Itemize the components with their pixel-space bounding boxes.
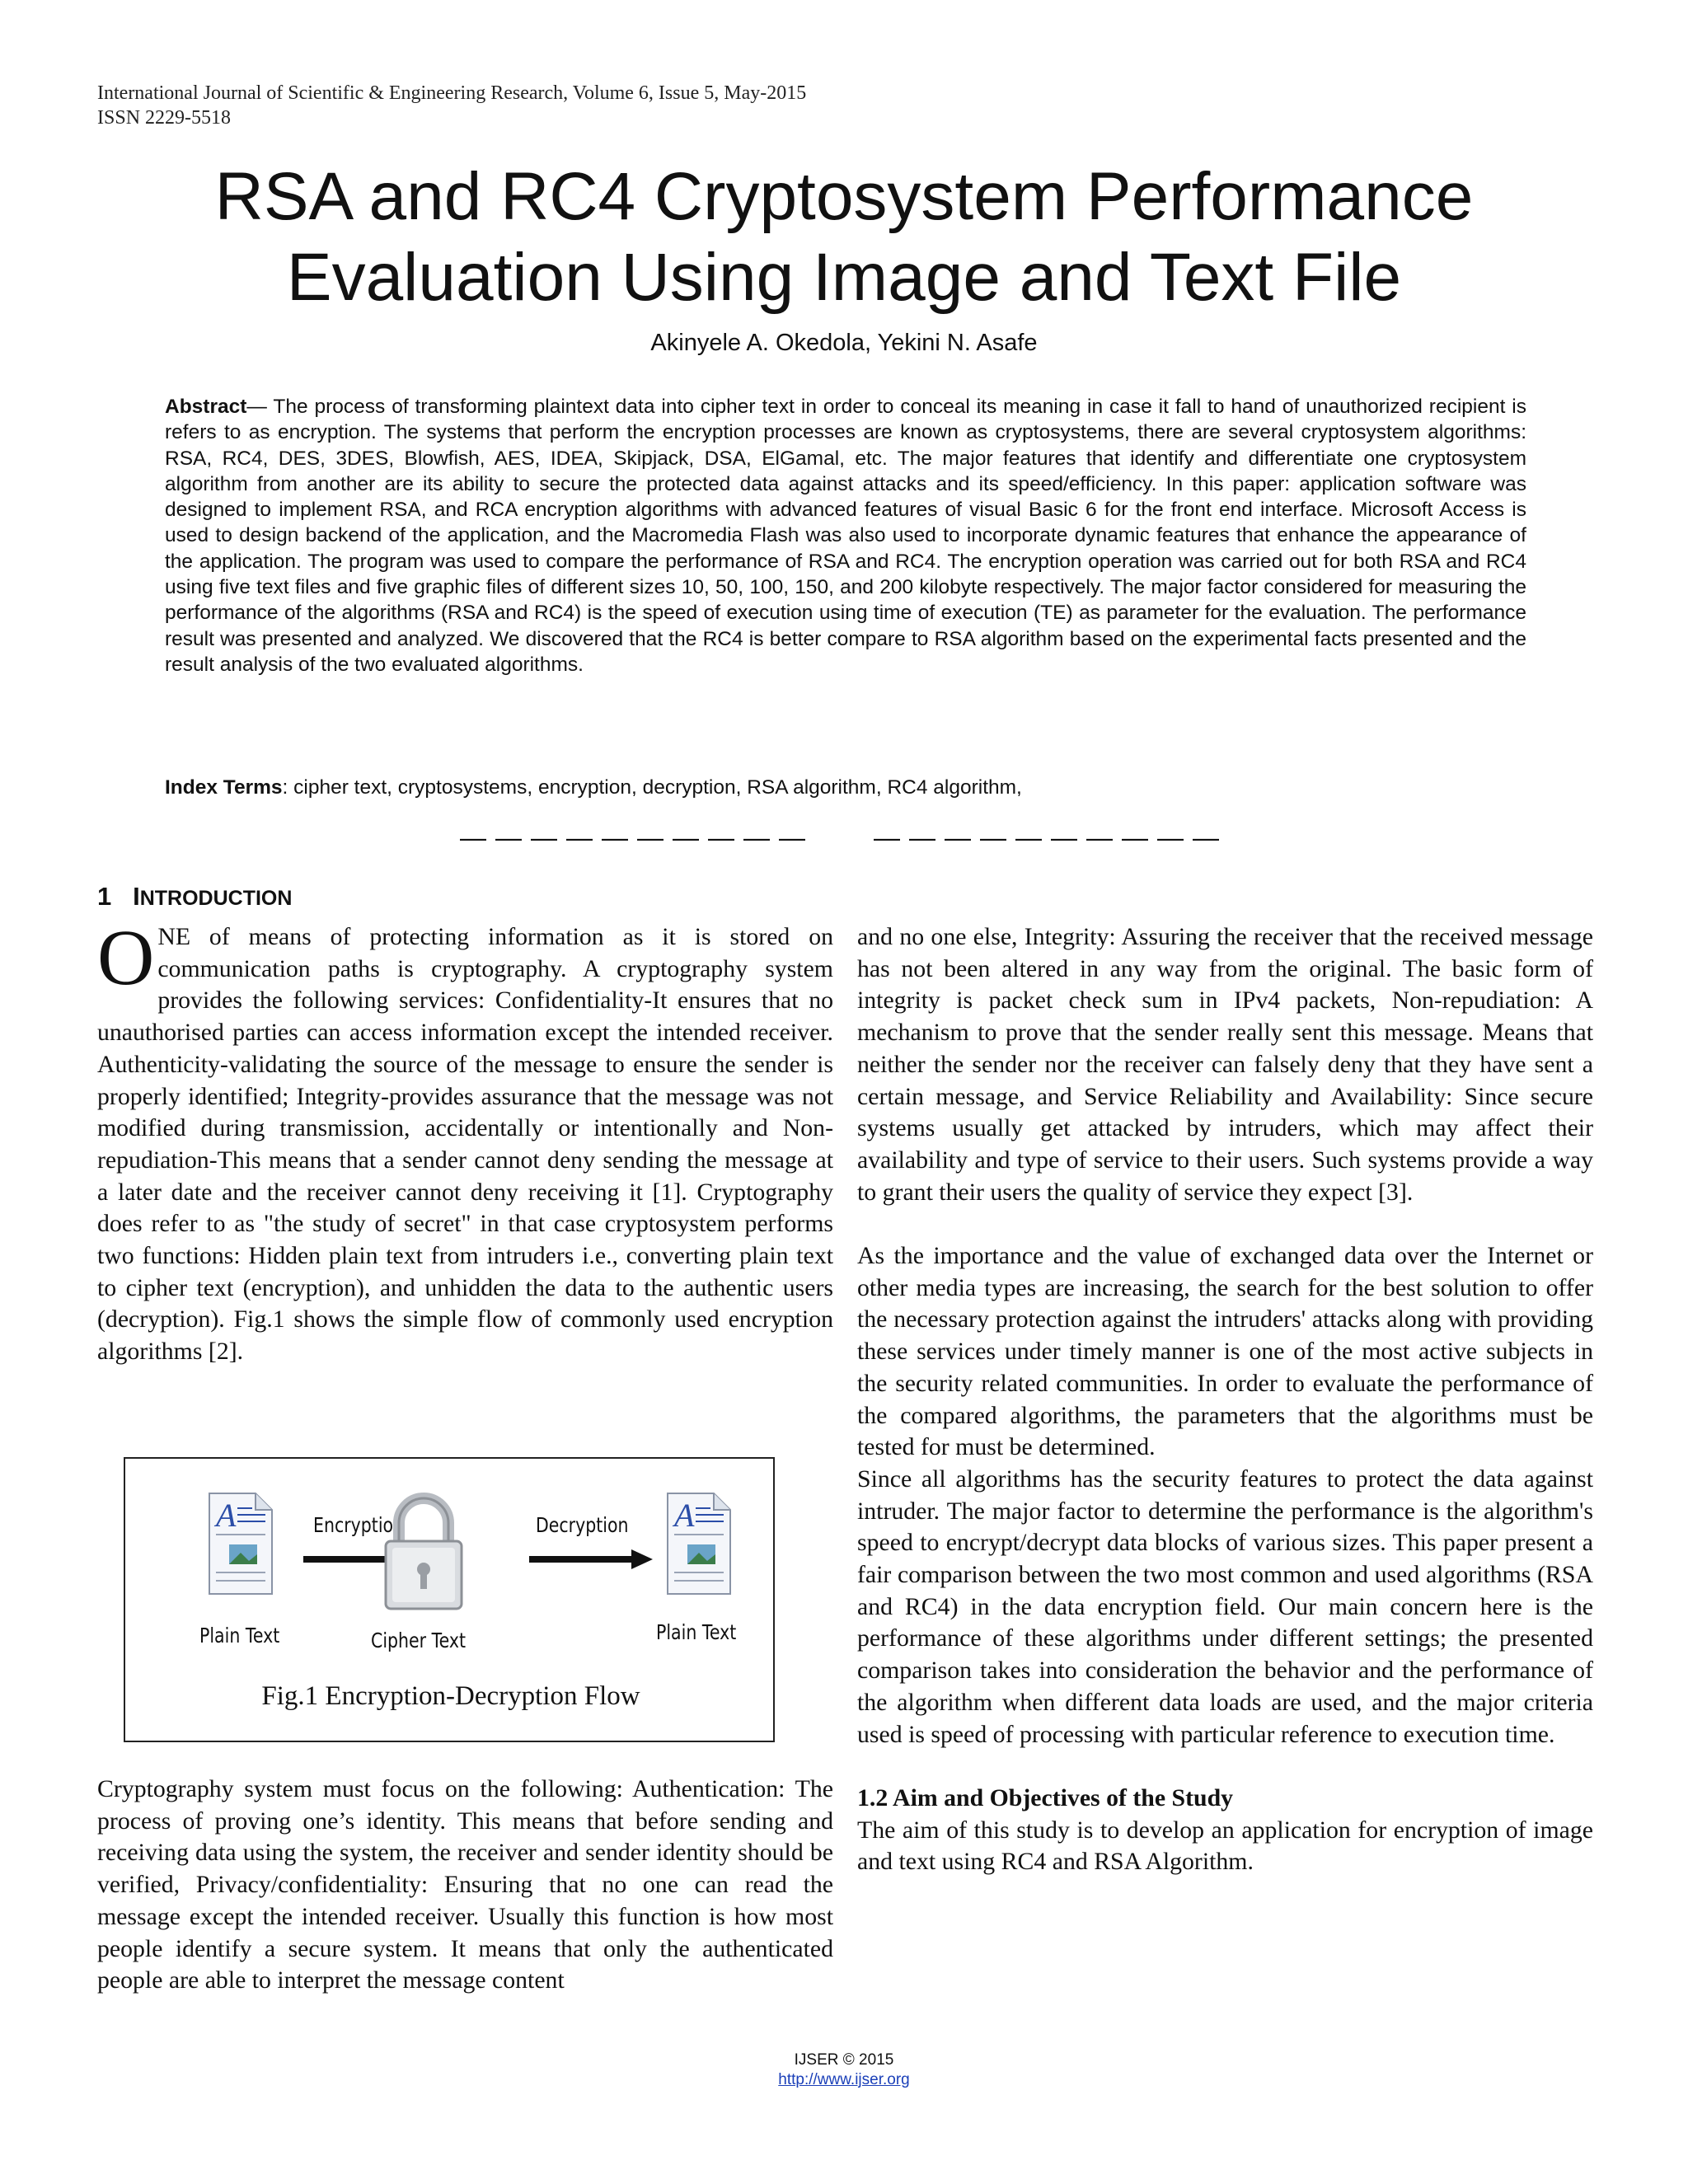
section-heading-introduction	[97, 880, 839, 915]
footer-link[interactable]: http://www.ijser.org	[778, 2071, 910, 2088]
paragraph-gap	[857, 1208, 1593, 1240]
label-plain-text-right: Plain Text	[656, 1620, 737, 1644]
index-terms-label: Index Terms	[165, 776, 283, 799]
paper-title-line-2: Evaluation Using Image and Text File	[286, 240, 1402, 315]
index-terms-text: : cipher text, cryptosystems, encryption, decryption, RSA algorithm, RC4 algorithm,	[282, 776, 1022, 799]
paragraph-gap	[857, 1750, 1593, 1783]
separator-dashes-right: ——————————	[874, 822, 1228, 852]
index-terms	[165, 775, 1526, 800]
paper-authors: Akinyele A. Okedola, Yekini N. Asafe	[650, 330, 1038, 356]
intro-paragraph-right-1: and no one else, Integrity: Assuring the receiver that the received message has not been altered in any way from the original. The basic form of integrity is packet check sum in IPv4 packets, Non-repudiation: A mechanism to prove that the sender really sent this message. Means that neither the sender nor the receiver can falsely deny that they have sent a certain message, and Service Reliability and Availability: Since secure systems usually get attacked by intruders, which may affect their availability and type of service to their users. Such systems provide a way to grant their users the quality of service they expect [3].	[857, 923, 1593, 1206]
right-column	[857, 921, 1593, 1878]
subsection-heading-aim: 1.2 Aim and Objectives of the Study	[857, 1783, 1234, 1811]
intro-paragraph-2: Cryptography system must focus on the following: Authentication: The process of proving one’s identity. This means that before sending and receiving data using the system, the receiver and sender identity should be verified, Privacy/confidentiality: Ensuring that no one can read the message except the intended receiver. Usually this function is how most people identify a secure system. It means that only the authenticated people are able to interpret the message content	[97, 1775, 833, 1994]
svg-text:A: A	[674, 1497, 695, 1534]
abstract	[165, 394, 1526, 677]
journal-header	[97, 81, 1169, 130]
intro-paragraph-right-3: Since all algorithms has the security features to protect the data against intruder. The major factor to determine the performance is the algorithm's speed to encrypt/decrypt data blocks of various sizes. This paper present a fair comparison between the two most common and used algorithms (RSA and RC4) in the data encryption field. Our main concern here is the performance of these algorithms under different settings; the presented comparison takes into consideration the behavior and the performance of the algorithm when different data loads are used, and the major criteria used is speed of processing with particular reference to execution time.	[857, 1465, 1593, 1748]
section-title-initial: I	[133, 882, 140, 911]
abstract-text: — The process of transforming plaintext data into cipher text in order to conceal its meaning in case it fall to hand of unauthorized recipient is refers to as encryption. The systems that perform the encryption processes are known as cryptosystems, there are several cryptosystem algorithms: RSA, RC4, DES, 3DES, Blowfish, AES, IDEA, Skipjack, DSA, ElGamal, etc. The major features that identify and differentiate one cryptosystem algorithm from another are its ability to secure the protected data against attacks and its speed/efficiency. In this paper: application software was designed to implement RSA, and RCA encryption algorithms with advanced features of visual Basic 6 for the front end interface. Microsoft Access is used to design backend of the application, and the Macromedia Flash was also used to incorporate dynamic features that enhance the appearance of the application. The program was used to compare the performance of RSA and RC4. The encryption operation was carried out for both RSA and RC4 using five text files and five graphic files of different sizes 10, 50, 100, 150, and 200 kilobyte respectively. The major factor considered for measuring the performance of the algorithms (RSA and RC4) is the speed of execution using time of execution (TE) as parameter for the evaluation. The performance result was presented and analyzed. We discovered that the RC4 is better compare to RSA algorithm based on the experimental facts presented and the result analysis of the two evaluated algorithms.	[165, 396, 1526, 676]
paper-title-line-1: RSA and RC4 Cryptosystem Performance	[214, 159, 1474, 234]
page-footer	[679, 2050, 1009, 2090]
label-plain-text-left: Plain Text	[199, 1624, 280, 1647]
footer-copyright: IJSER © 2015	[794, 2051, 894, 2069]
intro-paragraph-1-text: NE of means of protecting information as it is stored on communication paths is cryptography. A cryptography system provides the following services: Confidentiality-It ensures that no unauthorised parties can access information except the intended receiver. Authenticity-validating the source of the message to ensure the sender is properly identified; Integrity-provides assurance that the message was not modified during transmission, accidentally or intentionally and Non-repudiation-This means that a sender cannot deny sending the message at a later date and the receiver cannot deny receiving it [1]. Cryptography does refer to as "the study of secret" in that case cryptosystem performs two functions: Hidden plain text from intruders i.e., converting plain text to cipher text (encryption), and unhidden the data to the authentic users (decryption). Fig.1 shows the simple flow of commonly used encryption algorithms [2].	[97, 923, 833, 1366]
diamond-icon	[838, 832, 850, 843]
aim-paragraph: The aim of this study is to develop an application for encryption of image and text using RC4 and RSA Algorithm.	[857, 1816, 1593, 1876]
document-icon-plain-left	[204, 1490, 277, 1597]
label-decryption: Decryption	[536, 1513, 629, 1537]
label-encryption: Encryption	[313, 1513, 405, 1537]
section-number: 1	[97, 882, 112, 911]
separator-dashes-left: ——————————	[460, 822, 814, 852]
intro-paragraph-1	[97, 913, 833, 1368]
left-column-top	[97, 913, 833, 1368]
paper-title	[97, 157, 1591, 318]
section-separator	[460, 821, 1228, 854]
svg-text:A: A	[216, 1497, 237, 1534]
figure-caption: Fig.1 Encryption-Decryption Flow	[261, 1681, 640, 1711]
abstract-label: Abstract	[165, 396, 247, 418]
document-icon-plain-right	[663, 1490, 735, 1597]
arrow-right-icon-decryption	[529, 1549, 653, 1569]
padlock-icon	[377, 1490, 470, 1614]
intro-paragraph-right-2: As the importance and the value of exchanged data over the Internet or other media types are increasing, the search for the best solution to offer the necessary protection against the intruders' attacks along with providing these services under timely manner is one of the most active subjects in the security related communities. In order to evaluate the performance of the compared algorithms, the parameters that the algorithms must be tested for must be determined.	[857, 1242, 1593, 1461]
section-title-rest: NTRODUCTION	[139, 887, 293, 910]
label-cipher-text: Cipher Text	[371, 1629, 467, 1652]
journal-citation: International Journal of Scientific & Engineering Research, Volume 6, Issue 5, May-2015	[97, 82, 807, 104]
left-column-bottom	[97, 1774, 833, 1997]
drop-cap: O	[97, 913, 155, 1001]
figure-1	[124, 1457, 775, 1742]
journal-issn: ISSN 2229-5518	[97, 107, 232, 129]
